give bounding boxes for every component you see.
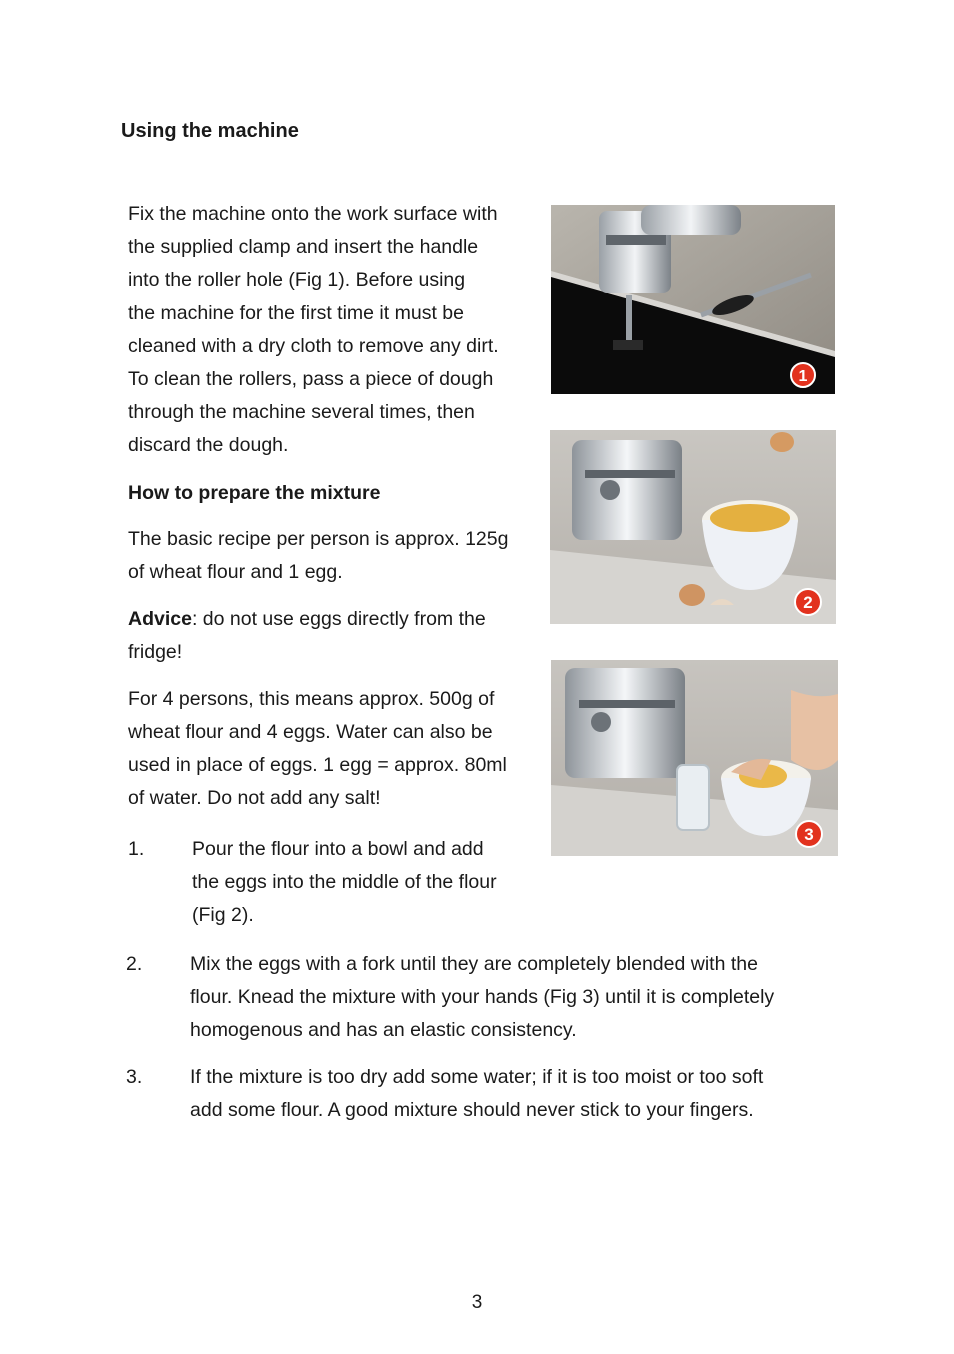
advice-paragraph [128,603,538,669]
step-line: Mix the eggs with a fork until they are completely blended with the [190,953,758,975]
recipe-paragraph [128,523,538,589]
persons-line: used in place of eggs. 1 egg = approx. 80ml [128,754,507,776]
intro-line: Fix the machine onto the work surface with [128,203,498,225]
list-item [128,833,548,933]
page-heading: Using the machine [121,120,299,142]
intro-line: cleaned with a dry cloth to remove any dirt. [128,335,499,357]
step-line: If the mixture is too dry add some water; if it is too moist or too soft [190,1066,764,1088]
advice-label: Advice [128,608,192,630]
intro-line: the supplied clamp and insert the handle [128,236,479,258]
intro-line: the machine for the first time it must be [128,302,464,324]
intro-paragraph [128,198,538,462]
step-line: (Fig 2). [192,904,254,926]
intro-line: through the machine several times, then [128,401,475,423]
step-line: homogenous and has an elastic consistency. [190,1019,577,1041]
page-number: 3 [471,1292,483,1313]
figure-badge: 2 [803,593,813,612]
list-item [126,948,846,1048]
advice-line: fridge! [128,641,183,663]
figure-badge: 1 [798,368,808,385]
recipe-line: of wheat flour and 1 egg. [128,561,343,583]
pasta-machine-kneading-image [551,660,838,856]
step-line: Pour the flour into a bowl and add [192,838,484,860]
advice-text: : do not use eggs directly from the [191,608,486,630]
step-number: 3. [126,1066,143,1088]
recipe-line: The basic recipe per person is approx. 125g [128,528,509,550]
persons-line: For 4 persons, this means approx. 500g of [128,688,495,710]
step-line: add some flour. A good mixture should never stick to your fingers. [190,1099,754,1121]
intro-line: into the roller hole (Fig 1). Before using [128,269,466,291]
list-item [126,1061,846,1131]
step-number: 2. [126,953,143,975]
mixture-heading: How to prepare the mixture [128,482,381,504]
figure-badge: 3 [804,825,814,844]
intro-line: To clean the rollers, pass a piece of dough [128,368,494,390]
step-line: the eggs into the middle of the flour [192,871,497,893]
persons-paragraph [128,683,538,815]
intro-line: discard the dough. [128,434,289,456]
pasta-machine-eggs-bowl-image [550,430,836,624]
persons-line: wheat flour and 4 eggs. Water can also be [128,721,493,743]
pasta-machine-clamp-image [551,205,835,394]
step-number: 1. [128,838,145,860]
step-line: flour. Knead the mixture with your hands (Fig 3) until it is completely [190,986,775,1008]
persons-line: of water. Do not add any salt! [128,787,381,809]
